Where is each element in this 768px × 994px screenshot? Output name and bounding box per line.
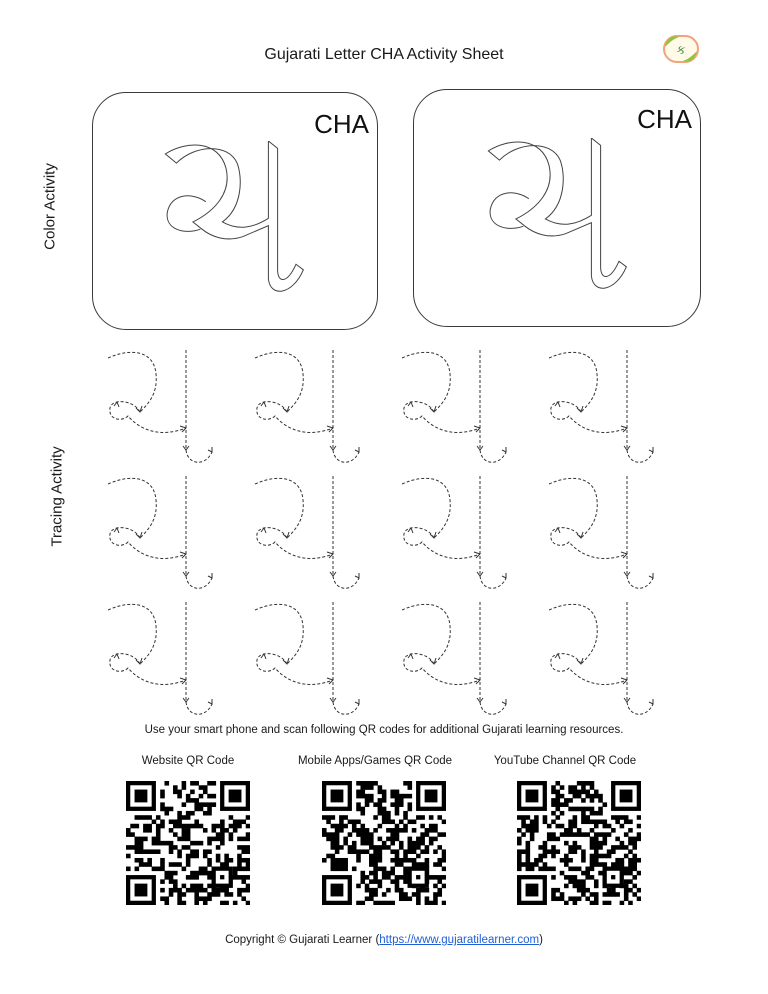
copyright-suffix: ) <box>539 934 543 946</box>
letter-label: CHA <box>314 109 369 139</box>
color-card-1 <box>92 92 378 330</box>
page-title: Gujarati Letter CHA Activity Sheet <box>264 46 504 63</box>
letter-label: CHA <box>637 104 692 134</box>
website-link[interactable]: https://www.gujaratilearner.com <box>379 934 540 946</box>
svg-text:ક: ક <box>676 43 686 58</box>
tracing-glyph-icon <box>100 472 220 592</box>
cha-outline-glyph-icon <box>486 138 636 298</box>
website-qr-code-icon[interactable] <box>126 781 250 905</box>
cha-outline-glyph-icon <box>163 141 313 301</box>
tracing-glyph-icon <box>247 346 367 466</box>
qr-instruction-text: Use your smart phone and scan following QR codes for additional Gujarati learning resources. <box>144 724 624 736</box>
tracing-glyph-icon <box>100 346 220 466</box>
tracing-glyph-icon <box>394 346 514 466</box>
color-card-2 <box>413 89 701 327</box>
tracing-glyph-icon <box>247 598 367 718</box>
copyright-footer <box>0 934 768 946</box>
tracing-glyph-icon <box>247 472 367 592</box>
tracing-glyph-icon <box>394 472 514 592</box>
tracing-glyph-icon <box>541 346 661 466</box>
youtube-qr-code-icon[interactable] <box>517 781 641 905</box>
tracing-glyph-icon <box>100 598 220 718</box>
gujarati-learner-logo-icon <box>661 33 701 65</box>
qr-label-youtube: YouTube Channel QR Code <box>493 755 637 767</box>
tracing-glyph-icon <box>541 598 661 718</box>
tracing-activity-label: Tracing Activity <box>48 446 66 547</box>
mobile-apps-qr-code-icon[interactable] <box>322 781 446 905</box>
copyright-prefix: Copyright © Gujarati Learner ( <box>225 934 380 946</box>
tracing-glyph-icon <box>541 472 661 592</box>
qr-label-website: Website QR Code <box>141 755 235 767</box>
qr-label-apps: Mobile Apps/Games QR Code <box>297 755 453 767</box>
color-activity-label: Color Activity <box>41 163 59 250</box>
tracing-glyph-icon <box>394 598 514 718</box>
